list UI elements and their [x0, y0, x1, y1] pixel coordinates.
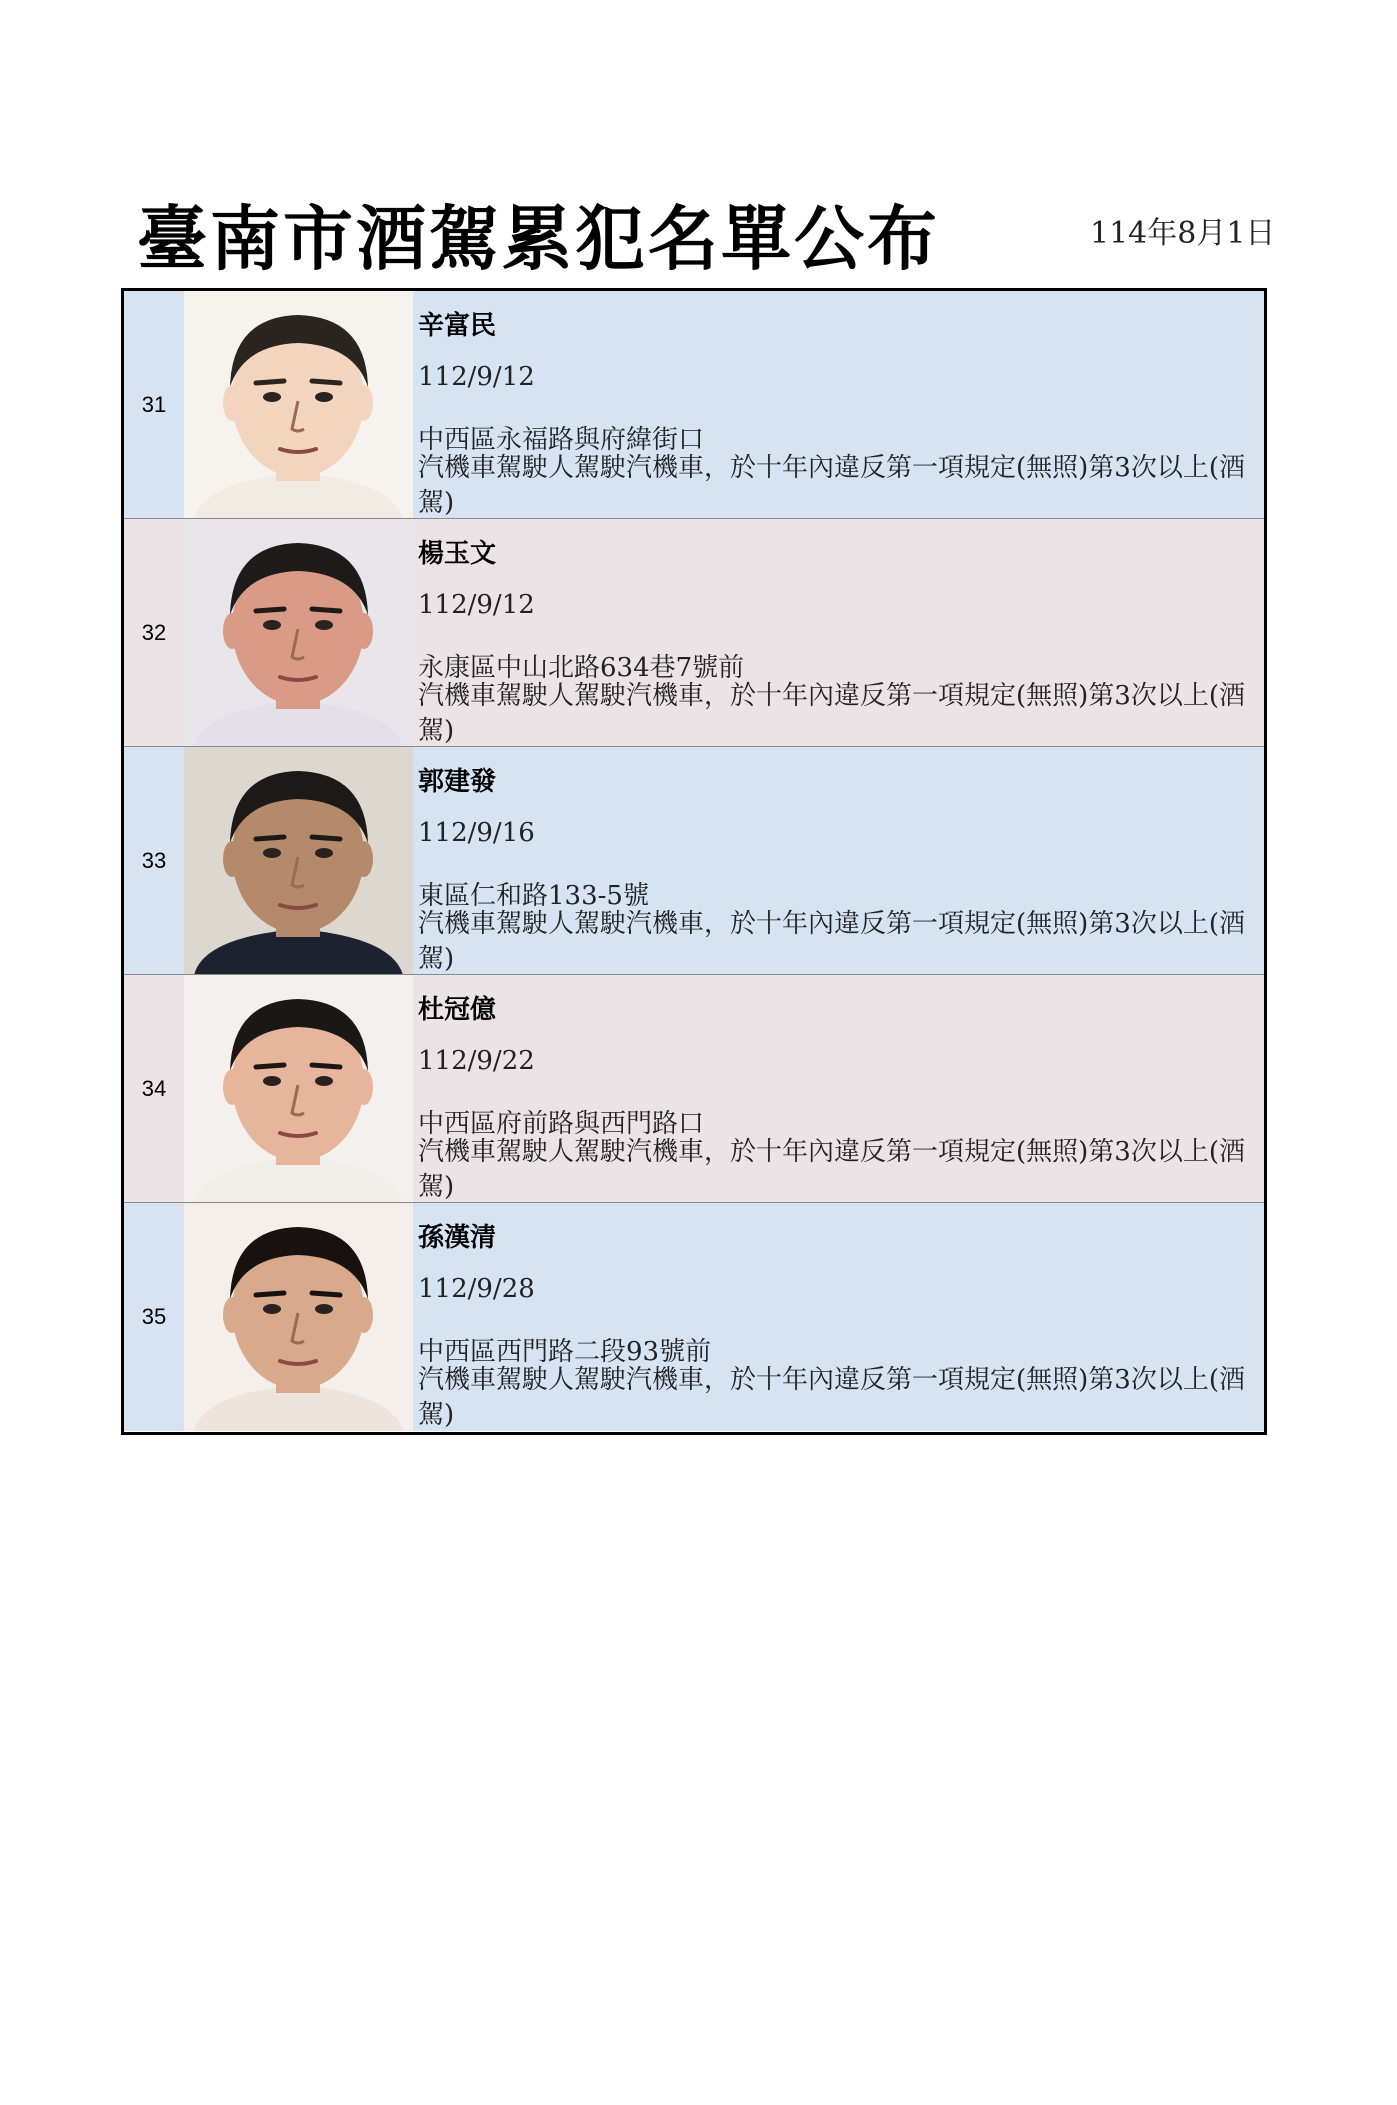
offense-location: 中西區西門路二段93號前 [418, 1337, 712, 1367]
table-row [124, 1203, 1264, 1431]
offense-date: 112/9/16 [418, 818, 535, 848]
table-row [124, 291, 1264, 519]
offense-date: 112/9/12 [418, 362, 535, 392]
offender-photo [184, 291, 413, 518]
offender-name: 辛富民 [418, 311, 497, 341]
row-number: 32 [141, 619, 167, 645]
violation-text: 汽機車駕駛人駕駛汽機車，於十年內違反第一項規定(無照)第3次以上(酒駕) [418, 1365, 1245, 1430]
offense-date: 112/9/28 [418, 1274, 535, 1304]
offender-name: 楊玉文 [418, 539, 497, 569]
offender-name: 郭建發 [418, 767, 497, 797]
row-number: 31 [141, 391, 167, 417]
row-number: 34 [141, 1075, 167, 1101]
offense-date: 112/9/12 [418, 590, 535, 620]
table-row [124, 519, 1264, 747]
violation-text: 汽機車駕駛人駕駛汽機車，於十年內違反第一項規定(無照)第3次以上(酒駕) [418, 453, 1245, 518]
offense-location: 中西區永福路與府緯街口 [418, 425, 705, 455]
row-number: 35 [141, 1304, 167, 1329]
offender-photo [184, 519, 413, 746]
violation-text: 汽機車駕駛人駕駛汽機車，於十年內違反第一項規定(無照)第3次以上(酒駕) [418, 681, 1245, 746]
violation-text: 汽機車駕駛人駕駛汽機車，於十年內違反第一項規定(無照)第3次以上(酒駕) [418, 909, 1245, 974]
offender-table [121, 288, 1267, 1435]
table-row [124, 975, 1264, 1203]
row-number: 33 [141, 847, 167, 873]
offender-photo [184, 1203, 413, 1431]
offense-location: 永康區中山北路634巷7號前 [418, 653, 745, 683]
offense-location: 中西區府前路與西門路口 [418, 1109, 705, 1139]
offender-name: 孫漢清 [418, 1223, 497, 1253]
offense-location: 東區仁和路133-5號 [418, 881, 649, 911]
table-row [124, 747, 1264, 975]
publish-date: 114年8月1日 [1090, 216, 1276, 251]
violation-text: 汽機車駕駛人駕駛汽機車，於十年內違反第一項規定(無照)第3次以上(酒駕) [418, 1137, 1245, 1202]
offense-date: 112/9/22 [418, 1046, 535, 1076]
offender-photo [184, 975, 413, 1202]
offender-photo [184, 747, 413, 974]
page-title: 臺南市酒駕累犯名單公布 [137, 198, 940, 280]
offender-name: 杜冠億 [418, 995, 497, 1025]
